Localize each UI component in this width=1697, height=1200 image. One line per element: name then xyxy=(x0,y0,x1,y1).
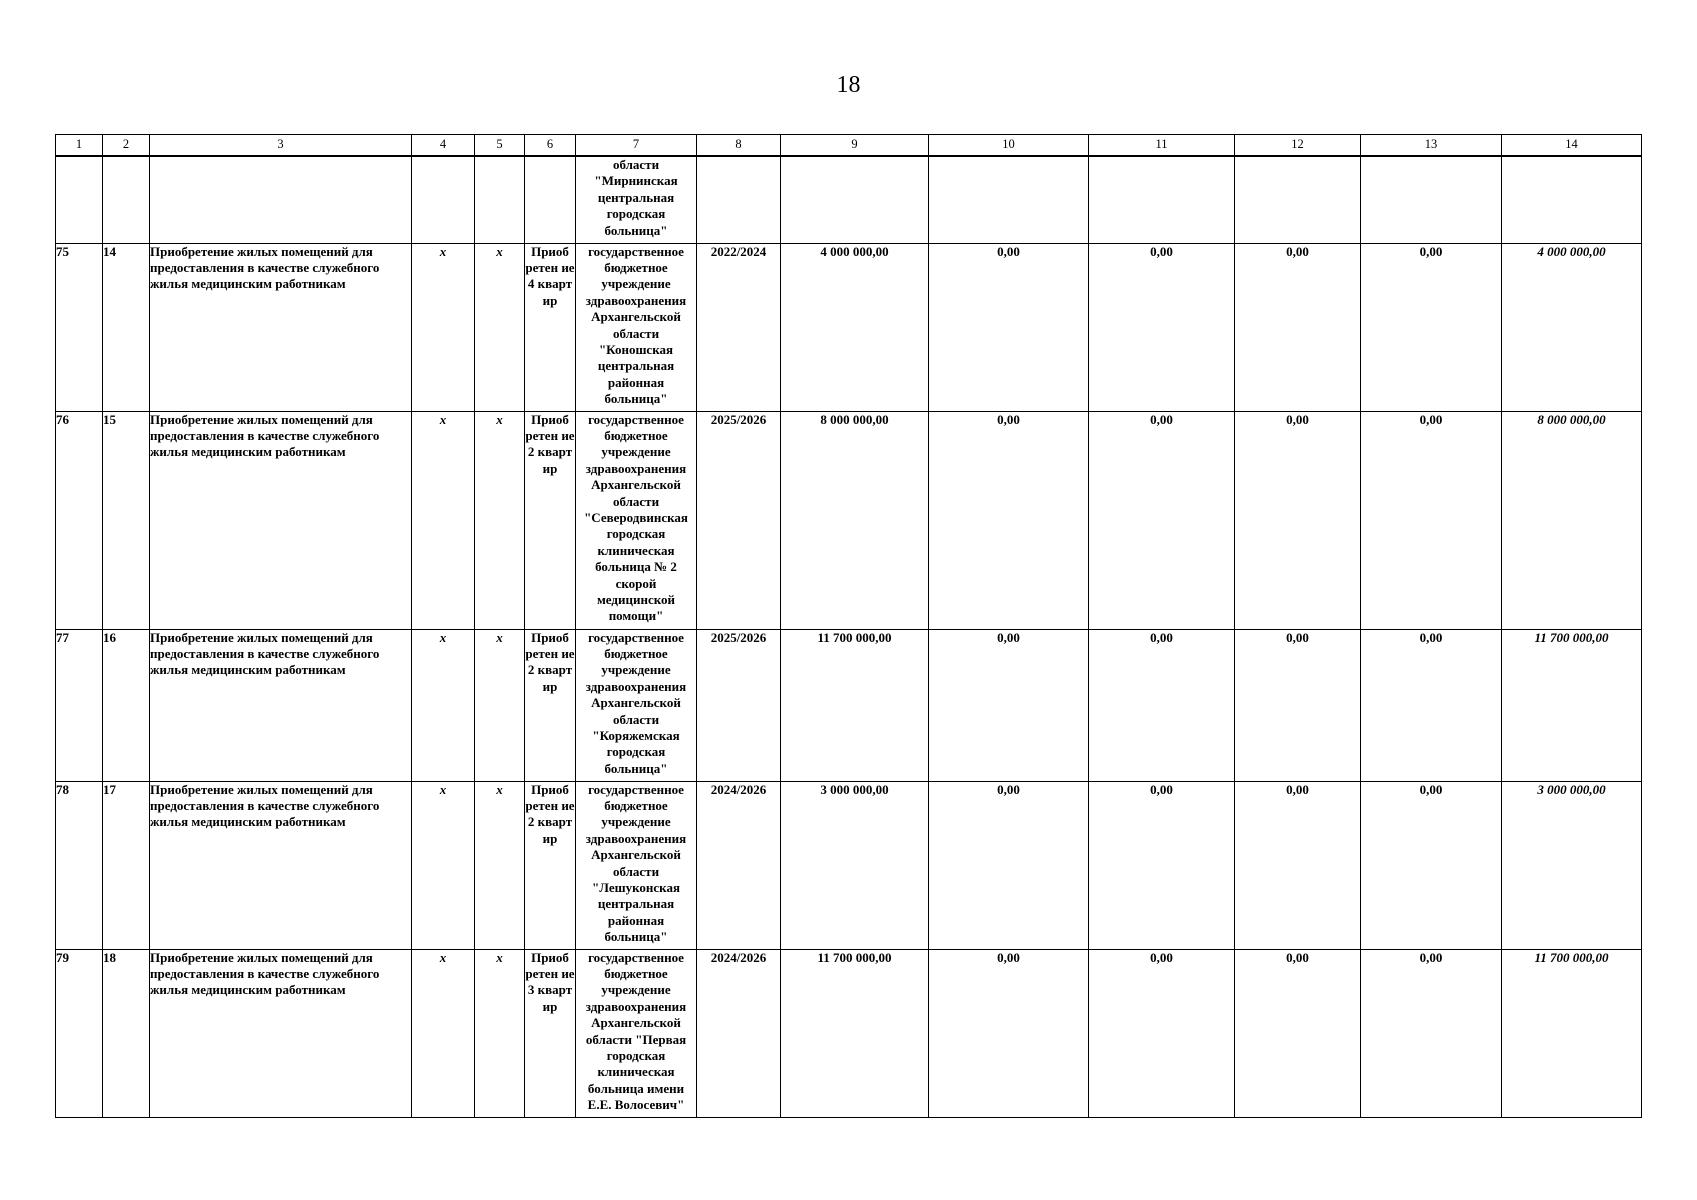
col13-value: 0,00 xyxy=(1361,243,1502,411)
page-number: 18 xyxy=(836,72,861,98)
col11-value: 0,00 xyxy=(1089,781,1235,949)
column-header: 12 xyxy=(1235,135,1361,157)
col14-value: 8 000 000,00 xyxy=(1502,411,1642,629)
column-header: 4 xyxy=(412,135,475,157)
total-amount: 3 000 000,00 xyxy=(781,781,929,949)
col5-value: х xyxy=(475,411,525,629)
col10-value: 0,00 xyxy=(929,949,1089,1117)
column-header: 5 xyxy=(475,135,525,157)
organization-cell: государственное бюджетное учреждение здравоохранения Архангельской области "Северодвинская городская клиническая больница № 2 скорой медицинской помощи" xyxy=(576,411,697,629)
col4-value: х xyxy=(412,411,475,629)
col12-value: 0,00 xyxy=(1235,629,1361,781)
result-cell: Приоб ретен ие 2 кварт ир xyxy=(525,411,576,629)
sub-number: 18 xyxy=(103,949,150,1117)
object-name: Приобретение жилых помещений для предоставления в качестве служебного жилья медицинским работникам xyxy=(150,781,412,949)
col10-value: 0,00 xyxy=(929,411,1089,629)
col13-value: 0,00 xyxy=(1361,949,1502,1117)
period-cell: 2025/2026 xyxy=(697,629,781,781)
col10-value: 0,00 xyxy=(929,243,1089,411)
table-row xyxy=(56,629,1642,781)
column-header: 13 xyxy=(1361,135,1502,157)
row-number: 78 xyxy=(56,781,103,949)
col5-value: х xyxy=(475,949,525,1117)
col10-value: 0,00 xyxy=(929,629,1089,781)
column-header: 8 xyxy=(697,135,781,157)
object-name: Приобретение жилых помещений для предоставления в качестве служебного жилья медицинским работникам xyxy=(150,629,412,781)
column-header: 9 xyxy=(781,135,929,157)
col13-value: 0,00 xyxy=(1361,629,1502,781)
total-amount: 11 700 000,00 xyxy=(781,949,929,1117)
result-cell: Приоб ретен ие 3 кварт ир xyxy=(525,949,576,1117)
sub-number: 17 xyxy=(103,781,150,949)
period-cell: 2024/2026 xyxy=(697,949,781,1117)
col13-value: 0,00 xyxy=(1361,781,1502,949)
object-name: Приобретение жилых помещений для предоставления в качестве служебного жилья медицинским работникам xyxy=(150,411,412,629)
col5-value: х xyxy=(475,781,525,949)
period-cell: 2022/2024 xyxy=(697,243,781,411)
object-name: Приобретение жилых помещений для предоставления в качестве служебного жилья медицинским работникам xyxy=(150,243,412,411)
object-name: Приобретение жилых помещений для предоставления в качестве служебного жилья медицинским работникам xyxy=(150,949,412,1117)
column-header: 3 xyxy=(150,135,412,157)
column-header: 2 xyxy=(103,135,150,157)
column-header: 10 xyxy=(929,135,1089,157)
sub-number: 16 xyxy=(103,629,150,781)
column-header: 7 xyxy=(576,135,697,157)
result-cell: Приоб ретен ие 2 кварт ир xyxy=(525,781,576,949)
table-row xyxy=(56,949,1642,1117)
column-number-row xyxy=(56,135,1642,157)
organization-cell: государственное бюджетное учреждение здравоохранения Архангельской области "Коношская центральная районная больница" xyxy=(576,243,697,411)
table-row xyxy=(56,781,1642,949)
col4-value: х xyxy=(412,629,475,781)
col12-value: 0,00 xyxy=(1235,781,1361,949)
col5-value: х xyxy=(475,243,525,411)
col11-value: 0,00 xyxy=(1089,243,1235,411)
column-header: 11 xyxy=(1089,135,1235,157)
result-cell: Приоб ретен ие 4 кварт ир xyxy=(525,243,576,411)
col4-value: х xyxy=(412,949,475,1117)
period-cell: 2024/2026 xyxy=(697,781,781,949)
organization-cell: государственное бюджетное учреждение здравоохранения Архангельской области "Коряжемская городская больница" xyxy=(576,629,697,781)
column-header: 1 xyxy=(56,135,103,157)
organization-cell: области "Мирнинская центральная городская больница" xyxy=(576,156,697,243)
col14-value: 11 700 000,00 xyxy=(1502,629,1642,781)
total-amount: 8 000 000,00 xyxy=(781,411,929,629)
col11-value: 0,00 xyxy=(1089,629,1235,781)
col12-value: 0,00 xyxy=(1235,243,1361,411)
result-cell: Приоб ретен ие 2 кварт ир xyxy=(525,629,576,781)
sub-number: 14 xyxy=(103,243,150,411)
organization-cell: государственное бюджетное учреждение здравоохранения Архангельской области "Лешуконская центральная районная больница" xyxy=(576,781,697,949)
row-number: 76 xyxy=(56,411,103,629)
organization-cell: государственное бюджетное учреждение здравоохранения Архангельской области "Первая городская клиническая больница имени Е.Е. Волосевич" xyxy=(576,949,697,1117)
row-number: 75 xyxy=(56,243,103,411)
col12-value: 0,00 xyxy=(1235,411,1361,629)
column-header: 14 xyxy=(1502,135,1642,157)
col11-value: 0,00 xyxy=(1089,949,1235,1117)
total-amount: 11 700 000,00 xyxy=(781,629,929,781)
col14-value: 11 700 000,00 xyxy=(1502,949,1642,1117)
col10-value: 0,00 xyxy=(929,781,1089,949)
column-header: 6 xyxy=(525,135,576,157)
col4-value: х xyxy=(412,781,475,949)
col4-value: х xyxy=(412,243,475,411)
row-number: 77 xyxy=(56,629,103,781)
table-row xyxy=(56,411,1642,629)
col14-value: 4 000 000,00 xyxy=(1502,243,1642,411)
row-number: 79 xyxy=(56,949,103,1117)
table-row xyxy=(56,243,1642,411)
sub-number: 15 xyxy=(103,411,150,629)
total-amount: 4 000 000,00 xyxy=(781,243,929,411)
continuation-row xyxy=(56,156,1642,243)
col11-value: 0,00 xyxy=(1089,411,1235,629)
col14-value: 3 000 000,00 xyxy=(1502,781,1642,949)
financing-table xyxy=(55,134,1642,1118)
col13-value: 0,00 xyxy=(1361,411,1502,629)
col12-value: 0,00 xyxy=(1235,949,1361,1117)
period-cell: 2025/2026 xyxy=(697,411,781,629)
col5-value: х xyxy=(475,629,525,781)
